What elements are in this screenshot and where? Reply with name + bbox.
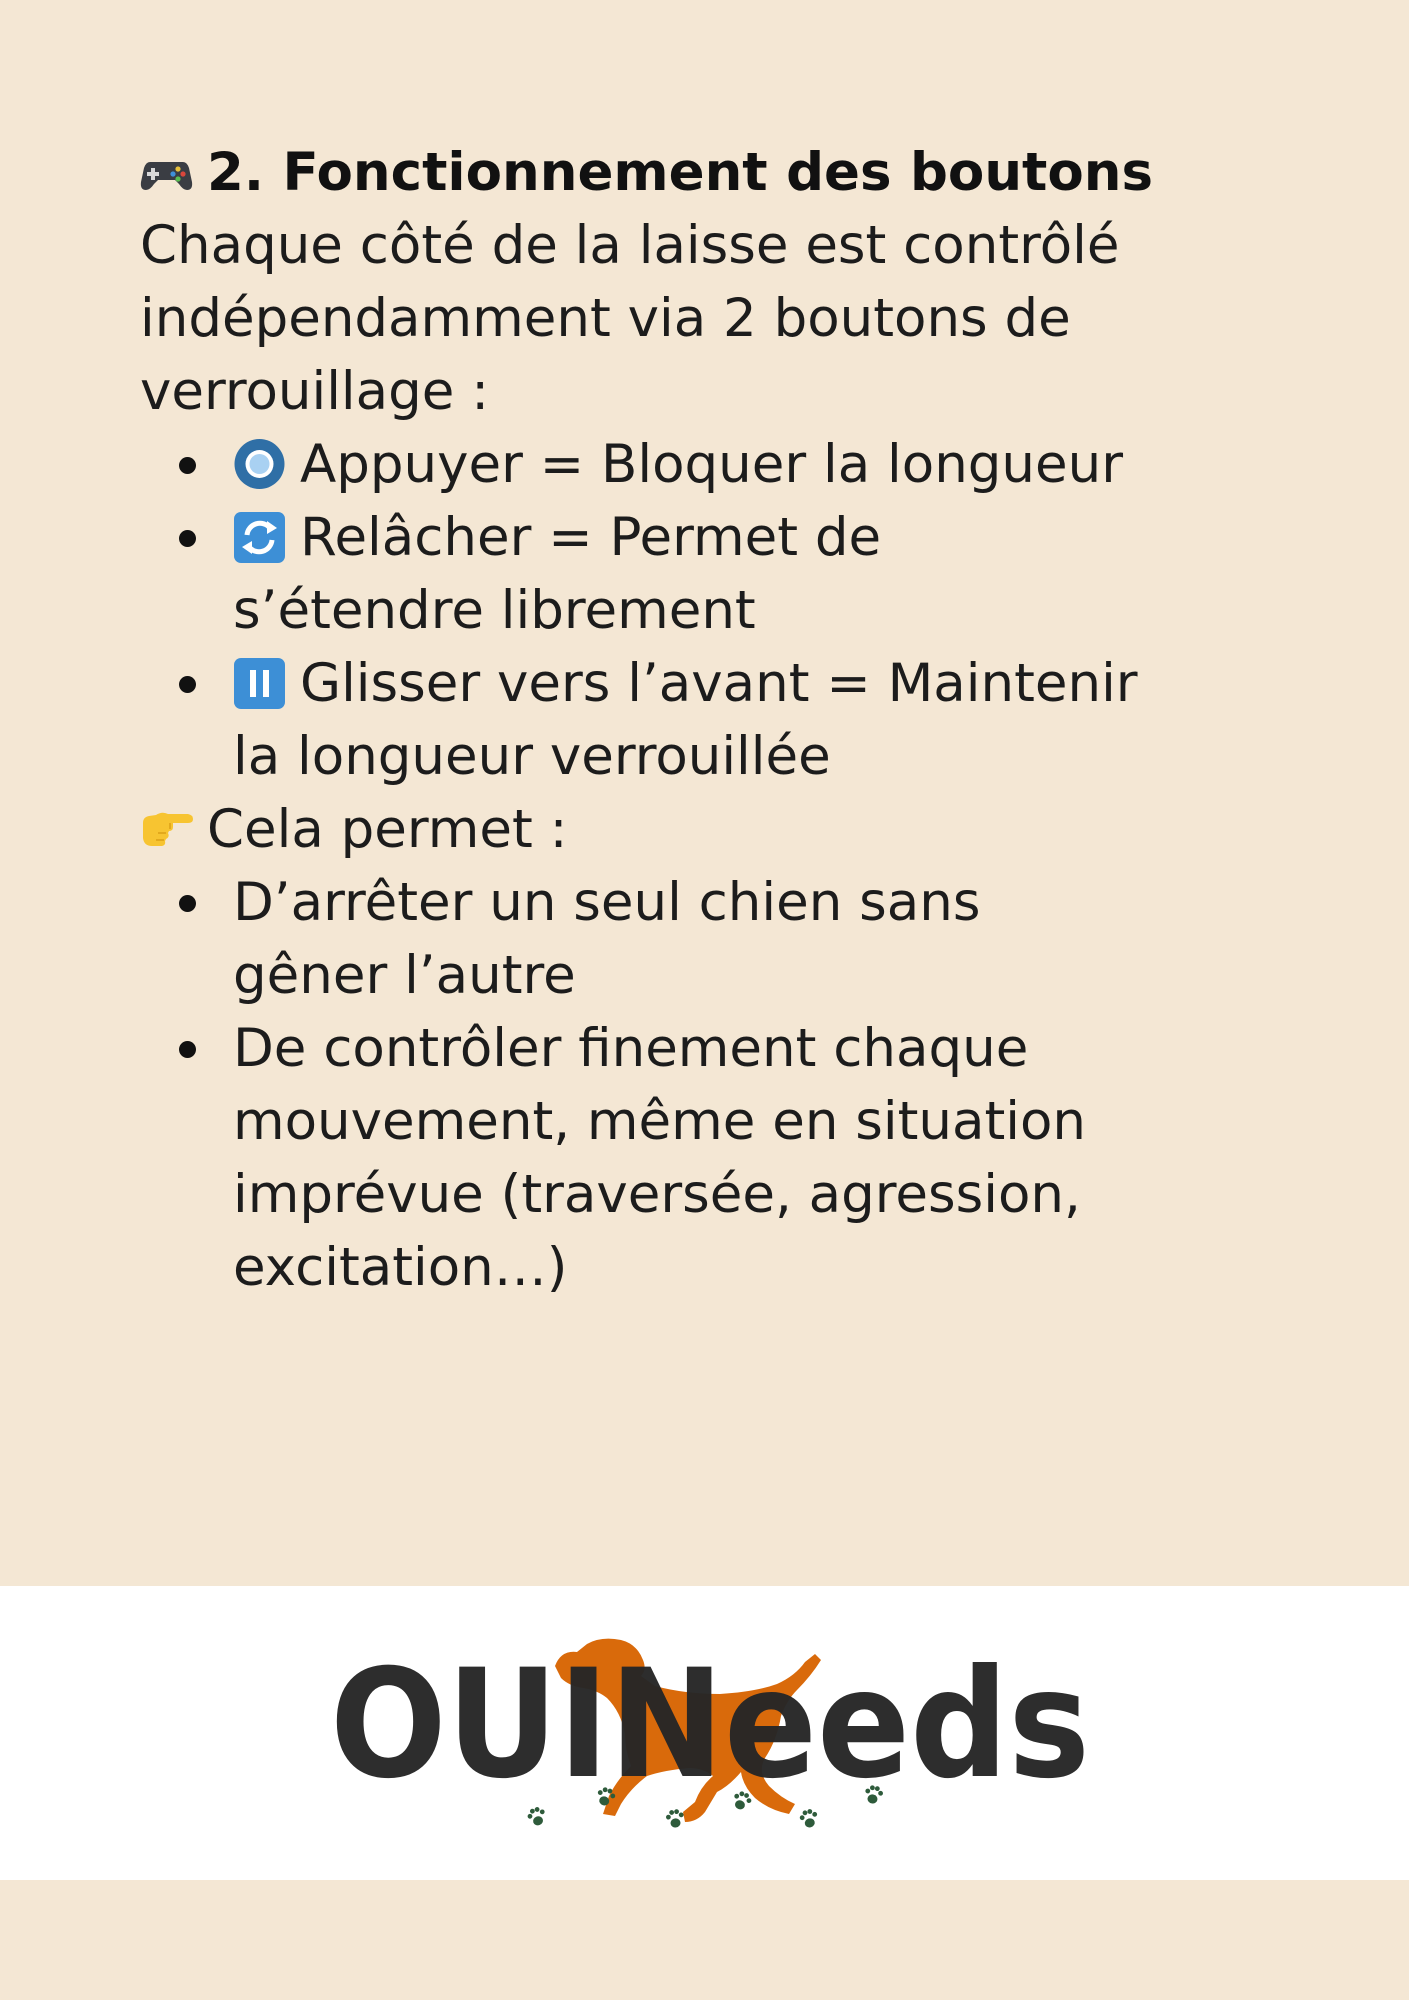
bullet-dot [179, 1041, 196, 1058]
list-item [140, 428, 1140, 501]
list-item-text: D’arrêter un seul chien sans gêner l’autre [233, 872, 981, 1006]
intro-text: Chaque côté de la laisse est contrôlé indépendamment via 2 boutons de verrouillage : [140, 215, 1120, 422]
list-item [140, 501, 1140, 647]
pointing-hand-icon [140, 803, 193, 856]
list-item [140, 866, 1140, 1012]
pause-icon [233, 656, 286, 709]
bullet-dot [179, 676, 196, 693]
list-item-text: Relâcher = Permet de s’étendre librement [233, 507, 882, 641]
arrows-cycle-icon [233, 510, 286, 563]
footer-banner [0, 1586, 1409, 1880]
benefits-intro [140, 793, 1270, 866]
list-item-text: De contrôler finement chaque mouvement, même en situation imprévue (traversée, agression, excitation…) [233, 1018, 1086, 1298]
section-heading-text: 2. Fonctionnement des boutons [207, 142, 1154, 203]
bullet-dot [179, 895, 196, 912]
list-item [140, 1012, 1140, 1304]
bullet-dot [179, 530, 196, 547]
bullet-dot [179, 457, 196, 474]
ouineeds-logo [325, 1616, 1095, 1856]
list-item [140, 647, 1140, 793]
list-item-text: Appuyer = Bloquer la longueur [300, 434, 1124, 495]
game-controller-icon [140, 146, 193, 199]
benefits-intro-text: Cela permet : [207, 799, 568, 860]
benefits-list [140, 866, 1270, 1304]
radio-button-icon [233, 437, 286, 490]
buttons-list [140, 428, 1270, 793]
logo-wordmark: OUINeeds [330, 1638, 1090, 1812]
section [140, 136, 1270, 1304]
list-item-text: Glisser vers l’avant = Maintenir la longueur verrouillée [233, 653, 1138, 787]
section-heading [140, 136, 1270, 209]
